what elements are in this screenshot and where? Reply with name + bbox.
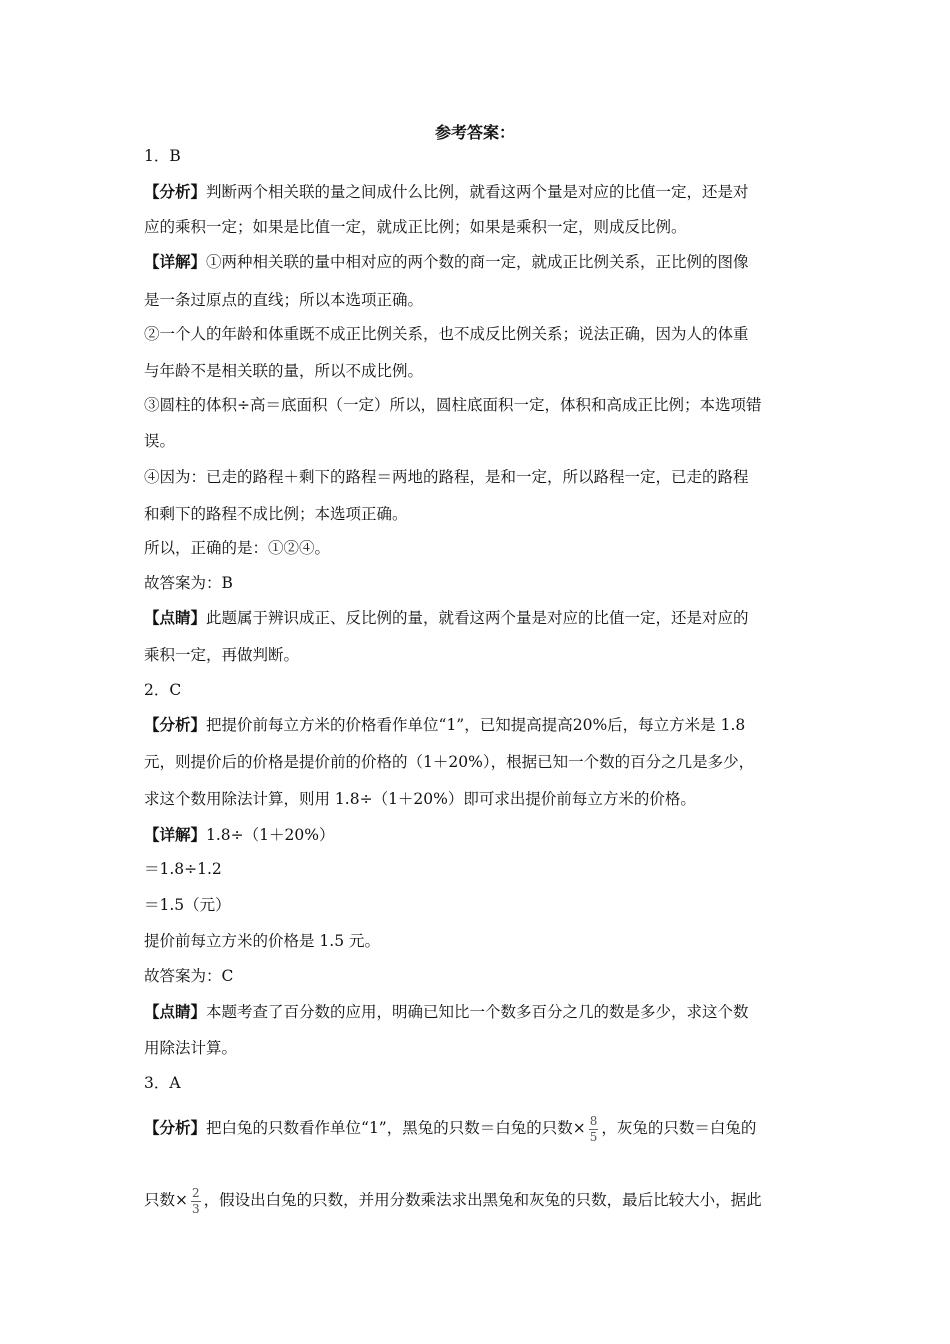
- analysis-tag: 【分析】: [144, 715, 207, 734]
- fraction-2-3: [191, 1186, 201, 1217]
- comment-tag: 【点睛】: [144, 608, 207, 627]
- fraction-denominator: 5: [589, 1129, 598, 1144]
- q2-detail-line: [144, 825, 824, 845]
- q1-detail-line-9: 所以，正确的是：①②④。: [144, 539, 331, 557]
- q3-analysis-text-c: 只数×: [144, 1191, 188, 1209]
- q2-comment-text: 本题考查了百分数的应用，明确已知比一个数多百分之几的数是多少，求这个数: [206, 1003, 749, 1021]
- q1-analysis-line: [144, 182, 824, 202]
- q3-analysis-line-2: [144, 1176, 824, 1224]
- q3-analysis-text-d: ，假设出白兔的只数，并用分数乘法求出黑兔和灰兔的只数，最后比较大小，据此: [203, 1191, 762, 1209]
- q1-comment-text: 此题属于辨识成正、反比例的量，就看这两个量是对应的比值一定，还是对应的: [206, 609, 749, 627]
- q2-detail-line-4: 提价前每立方米的价格是 1.5 元。: [144, 932, 381, 950]
- detail-tag: 【详解】: [144, 825, 207, 844]
- q1-detail-line-5: ③圆柱的体积÷高＝底面积（一定）所以，圆柱底面积一定，体积和高成正比例；本选项错: [144, 396, 762, 414]
- q2-detail-text: 1.8÷（1＋20%）: [206, 826, 335, 844]
- fraction-denominator: 3: [192, 1201, 200, 1216]
- q1-analysis-line-2: 应的乘积一定；如果是比值一定，就成正比例；如果是乘积一定，则成反比例。: [144, 218, 687, 236]
- q2-analysis-line: [144, 715, 824, 735]
- q1-answer: 故答案为：B: [144, 574, 233, 592]
- analysis-tag: 【分析】: [144, 1118, 207, 1137]
- q2-analysis-line-3: 求这个数用除法计算，则用 1.8÷（1＋20%）即可求出提价前每立方米的价格。: [144, 790, 696, 808]
- q1-detail-line-3: ②一个人的年龄和体重既不成正比例关系，也不成反比例关系；说法正确，因为人的体重: [144, 325, 749, 343]
- fraction-numerator: 2: [192, 1185, 200, 1200]
- q1-comment-line-2: 乘积一定，再做判断。: [144, 646, 300, 664]
- comment-tag: 【点睛】: [144, 1002, 207, 1021]
- q2-comment-line: [144, 1002, 824, 1022]
- q2-detail-line-3: ＝1.5（元）: [144, 896, 231, 914]
- q1-analysis-text: 判断两个相关联的量之间成什么比例，就看这两个量是对应的比值一定，还是对: [206, 183, 749, 201]
- q1-detail-line-7: ④因为：已走的路程＋剩下的路程＝两地的路程，是和一定，所以路程一定，已走的路程: [144, 468, 749, 486]
- analysis-tag: 【分析】: [144, 182, 207, 201]
- q2-comment-line-2: 用除法计算。: [144, 1039, 238, 1057]
- q2-header: 2．C: [144, 681, 182, 699]
- q1-detail-line-8: 和剩下的路程不成比例；本选项正确。: [144, 505, 408, 523]
- q1-detail-text: ①两种相关联的量中相对应的两个数的商一定，就成正比例关系，正比例的图像: [206, 253, 749, 271]
- q3-header: 3．A: [144, 1074, 181, 1092]
- fraction-numerator: 8: [589, 1113, 598, 1128]
- q1-detail-line-2: 是一条过原点的直线；所以本选项正确。: [144, 291, 424, 309]
- page-title: 参考答案：: [434, 123, 515, 142]
- fraction-8-5: [589, 1114, 599, 1145]
- q3-analysis-line: [144, 1104, 824, 1152]
- q1-detail-line: [144, 252, 824, 272]
- detail-tag: 【详解】: [144, 252, 207, 271]
- q1-comment-line: [144, 608, 824, 628]
- q2-analysis-line-2: 元，则提价后的价格是提价前的价格的（1＋20%），根据已知一个数的百分之几是多少，: [144, 753, 755, 771]
- q1-detail-line-6: 误。: [144, 432, 176, 450]
- q1-header: 1．B: [144, 147, 181, 165]
- q2-analysis-text: 把提价前每立方米的价格看作单位“1”，已知提高提高20%后，每立方米是 1.8: [206, 716, 746, 734]
- q2-detail-line-2: ＝1.8÷1.2: [144, 860, 222, 878]
- q1-detail-line-4: 与年龄不是相关联的量，所以不成比例。: [144, 362, 424, 380]
- q2-answer: 故答案为：C: [144, 967, 234, 985]
- q3-analysis-text-b: ，灰兔的只数＝白兔的: [601, 1119, 757, 1137]
- q3-analysis-text-a: 把白兔的只数看作单位“1”，黑兔的只数＝白兔的只数×: [206, 1119, 586, 1137]
